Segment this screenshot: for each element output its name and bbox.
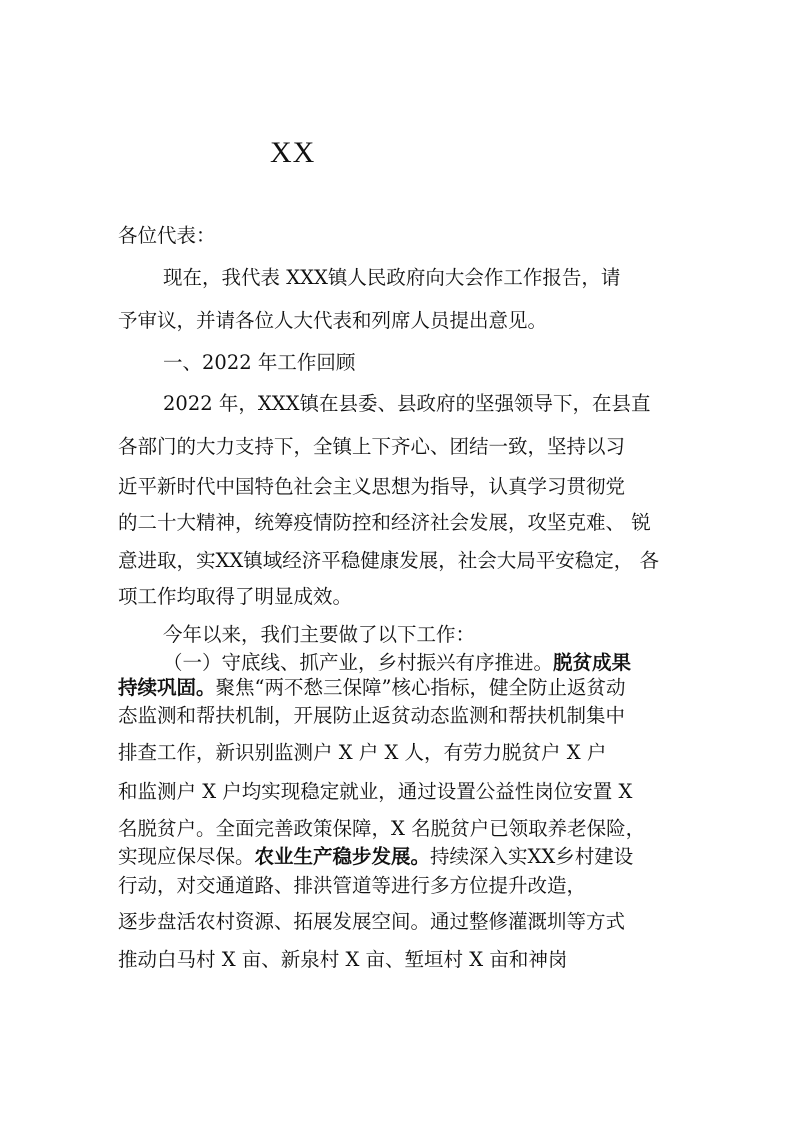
paragraph-line: 现在，我代表 XXX镇人民政府向大会作工作报告，请 — [163, 266, 621, 289]
section-heading: 一、2022 年工作回顾 — [163, 351, 356, 374]
paragraph-line: 和监测户 X 户均实现稳定就业，通过设置公益性岗位安置 X — [118, 780, 633, 803]
paragraph-line: 排查工作，新识别监测户 X 户 X 人，有劳力脱贫户 X 户 — [118, 741, 607, 764]
paragraph-line: 行动，对交通道路、排洪管道等进行多方位提升改造， — [118, 874, 587, 897]
paragraph-text: 聚焦“两不愁三保障”核心指标，健全防止返贫动 — [215, 676, 626, 699]
paragraph-line: 推动白马村 X 亩、新泉村 X 亩、堑垣村 X 亩和神岗 — [118, 948, 568, 971]
paragraph-line: 2022 年，XXX镇在县委、县政府的坚强领导下，在县直 — [163, 392, 651, 415]
paragraph-line — [118, 678, 625, 698]
paragraph-line: 今年以来，我们主要做了以下工作： — [163, 623, 476, 646]
bold-heading: 脱贫成果 — [553, 651, 632, 674]
paragraph-line: 的二十大精神，统筹疫情防控和经济社会发展，攻坚克难、 锐 — [118, 511, 651, 534]
bold-heading: 农业生产稳步发展。 — [254, 845, 431, 868]
paragraph-line: 予审议，并请各位人大代表和列席人员提出意见。 — [118, 309, 548, 332]
paragraph-line: 近平新时代中国特色社会主义思想为指导，认真学习贯彻党 — [118, 475, 626, 498]
paragraph-line: 意进取，实XX镇域经济平稳健康发展，社会大局平安稳定， 各 — [118, 549, 659, 572]
paragraph-line: 名脱贫户。全面完善政策保障，X 名脱贫户已领取养老保险， — [118, 817, 646, 840]
paragraph-text: 实现应保尽保。 — [118, 845, 255, 868]
bold-heading: 持续巩固。 — [118, 676, 216, 699]
paragraph-line: 各部门的大力支持下，全镇上下齐心、团结一致，坚持以习 — [118, 435, 626, 458]
paragraph-line: 项工作均取得了明显成效。 — [118, 585, 353, 608]
paragraph-line: 逐步盘活农村资源、拓展发展空间。通过整修灌溉圳等方式 — [118, 910, 626, 933]
subsection-heading: （一）守底线、抓产业，乡村振兴有序推进。 — [163, 651, 554, 674]
paragraph-line: 态监测和帮扶机制，开展防止返贫动态监测和帮扶机制集中 — [118, 704, 626, 727]
paragraph-line — [118, 847, 633, 867]
salutation: 各位代表： — [118, 224, 216, 247]
document-title: XX — [270, 136, 316, 169]
subsection-line — [163, 653, 631, 673]
paragraph-text: 持续深入实XX乡村建设 — [430, 845, 634, 868]
